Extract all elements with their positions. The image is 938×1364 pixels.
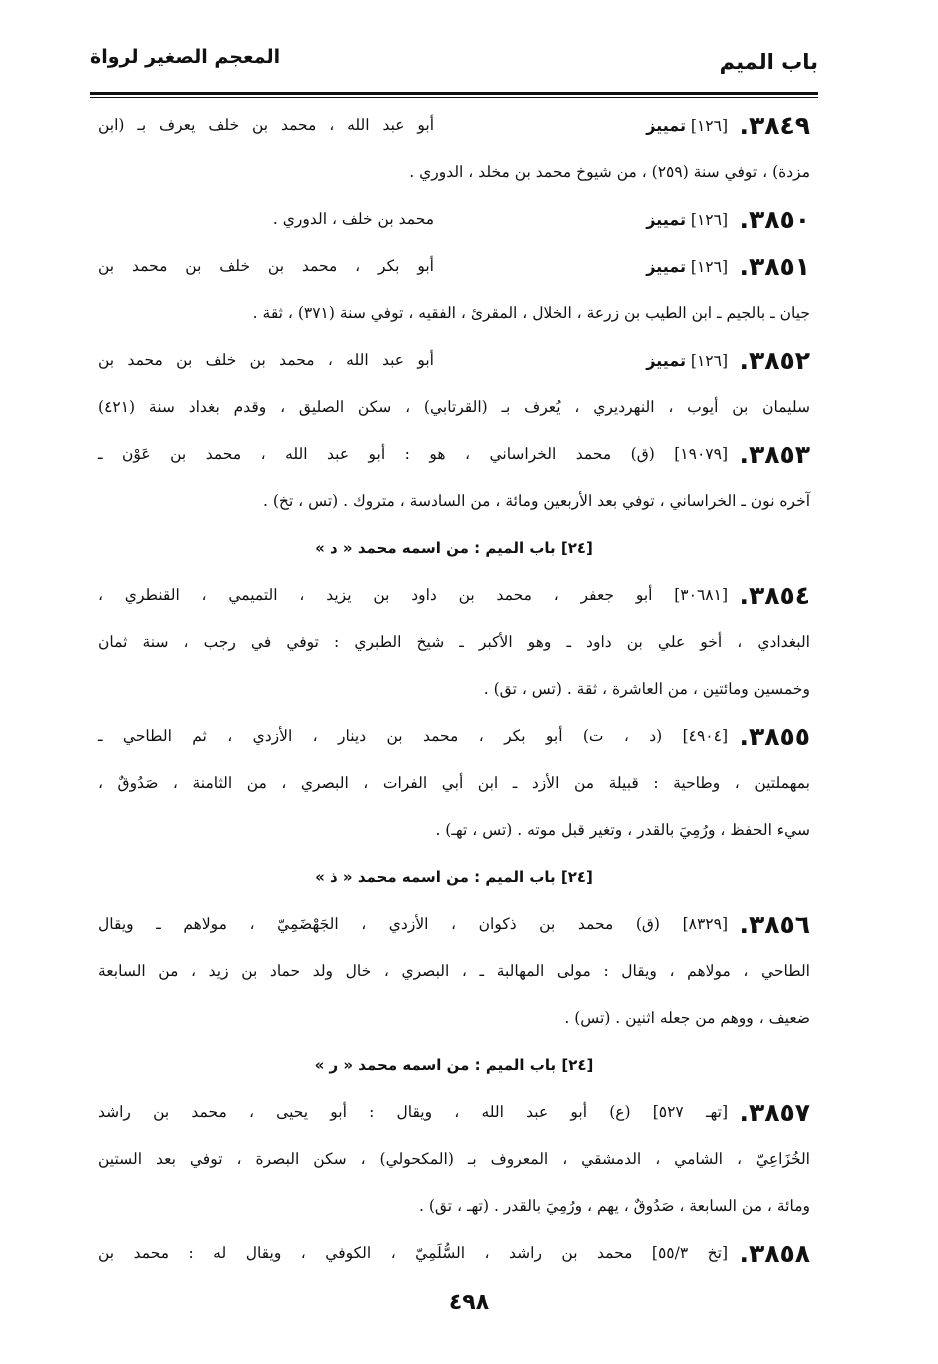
entry-ref: [١٢٦] تمييز xyxy=(646,257,728,276)
entry-3855 xyxy=(98,713,810,760)
entry-number: ٣٨٥٥. xyxy=(739,722,810,751)
entry-3857 xyxy=(98,1089,810,1136)
entry-ref: [١٢٦] تمييز xyxy=(646,210,728,229)
header-rule-thin xyxy=(90,97,818,98)
entry-text: [١٩٠٧٩] (ق) محمد الخراساني ، هو : أبو عبد الله ، محمد بن عَوْن ـ xyxy=(98,445,728,463)
page-header xyxy=(90,40,818,90)
entry-number: ٣٨٥٤. xyxy=(739,581,810,610)
entry-line: جيان ـ بالجيم ـ ابن الطيب بن زرعة ، الخلال ، المقرئ ، الفقيه ، توفي سنة (٣٧١) ، ثقة . xyxy=(252,304,810,322)
entry-number: ٣٨٥٣. xyxy=(739,440,810,469)
entry-3856 xyxy=(98,901,810,948)
entry-text: [تخ ٥٥/٣] محمد بن راشد ، السُّلَمِيّ ، الكوفي ، ويقال له : محمد بن xyxy=(98,1244,729,1262)
entry-ref: [١٢٦] تمييز xyxy=(646,351,728,370)
page-number: ٤٩٨ xyxy=(448,1290,490,1315)
entry-text: أبو عبد الله ، محمد بن خلف بن محمد بن xyxy=(98,351,434,369)
entry-line: سيء الحفظ ، ورُمِيَ بالقدر ، وتغير قبل موته . (تس ، تهـ) . xyxy=(435,821,810,839)
book-title: المعجم الصغير لرواة xyxy=(90,46,281,68)
entry-number: ٣٨٥٠. xyxy=(739,205,810,234)
entry-3858 xyxy=(98,1230,810,1277)
entry-line: وخمسين ومائتين ، من العاشرة ، ثقة . (تس ، تق) . xyxy=(483,680,810,698)
entry-number: ٣٨٤٩. xyxy=(739,111,810,140)
header-rule-thick xyxy=(90,92,818,95)
entry-line: بمهملتين ، وطاحية : قبيلة من الأزد ـ ابن أبي الفرات ، البصري ، من الثامنة ، صَدُوقٌ ، xyxy=(98,774,810,792)
entry-line: ضعيف ، ووهم من جعله اثنين . (تس) . xyxy=(564,1009,810,1027)
entry-3851 xyxy=(98,243,810,290)
entry-3850 xyxy=(98,196,810,243)
entry-line: الخُزَاعِيّ ، الشامي ، الدمشقي ، المعروف بـ (المكحولي) ، سكن البصرة ، توفي بعد الستين xyxy=(98,1150,810,1168)
entry-number: ٣٨٥٧. xyxy=(739,1098,810,1127)
entry-line: آخره نون ـ الخراساني ، توفي بعد الأربعين ومائة ، من السادسة ، متروك . (تس ، تخ) . xyxy=(263,492,810,510)
entry-number: ٣٨٥٨. xyxy=(739,1239,810,1268)
chapter-title: باب الميم xyxy=(719,50,818,74)
entry-line: ومائة ، من السابعة ، صَدُوقٌ ، يهم ، ورُمِيَ بالقدر . (تهـ ، تق) . xyxy=(418,1197,810,1215)
section-heading-d: [٢٤] باب الميم : من اسمه محمد « د » xyxy=(315,539,593,557)
entry-text: [تهـ ٥٢٧] (ع) أبو عبد الله ، ويقال : أبو يحيى ، محمد بن راشد xyxy=(98,1103,728,1121)
entry-3849 xyxy=(98,102,810,149)
entry-number: ٣٨٥٦. xyxy=(739,910,810,939)
page-body xyxy=(98,102,810,1277)
entry-line: سليمان بن أيوب ، النهرديري ، يُعرف بـ (القرتابي) ، سكن الصليق ، وقدم بغداد سنة (٤٢١) xyxy=(98,398,810,416)
entry-line: الطاحي ، مولاهم ، ويقال : مولى المهالبة ـ ، البصري ، خال ولد حماد بن زيد ، من السابعة xyxy=(98,962,810,980)
entry-text: [٣٠٦٨١] أبو جعفر ، محمد بن داود بن يزيد ، التميمي ، القنطري ، xyxy=(98,586,728,604)
entry-text: محمد بن خلف ، الدوري . xyxy=(272,210,434,228)
section-heading-dh: [٢٤] باب الميم : من اسمه محمد « ذ » xyxy=(315,868,593,886)
entry-3854 xyxy=(98,572,810,619)
entry-3853 xyxy=(98,431,810,478)
entry-text: [٨٣٢٩] (ق) محمد بن ذكوان ، الأزدي ، الجَهْضَمِيّ ، مولاهم ـ ويقال xyxy=(98,915,728,933)
entry-number: ٣٨٥١. xyxy=(739,252,810,281)
entry-line: البغدادي ، أخو علي بن داود ـ وهو الأكبر ـ شيخ الطبري : توفي في رجب ، سنة ثمان xyxy=(98,633,810,651)
entry-line: مزدة) ، توفي سنة (٢٥٩) ، من شيوخ محمد بن مخلد ، الدوري . xyxy=(409,163,810,181)
entry-ref: [١٢٦] تمييز xyxy=(646,116,728,135)
entry-number: ٣٨٥٢. xyxy=(739,346,810,375)
entry-3852 xyxy=(98,337,810,384)
entry-text: أبو عبد الله ، محمد بن خلف يعرف بـ (ابن xyxy=(98,116,434,134)
section-heading-r: [٢٤] باب الميم : من اسمه محمد « ر » xyxy=(314,1056,594,1074)
entry-text: أبو بكر ، محمد بن خلف بن محمد بن xyxy=(98,257,434,275)
entry-text: [٤٩٠٤] (د ، ت) أبو بكر ، محمد بن دينار ، الأزدي ، ثم الطاحي ـ xyxy=(98,727,728,745)
